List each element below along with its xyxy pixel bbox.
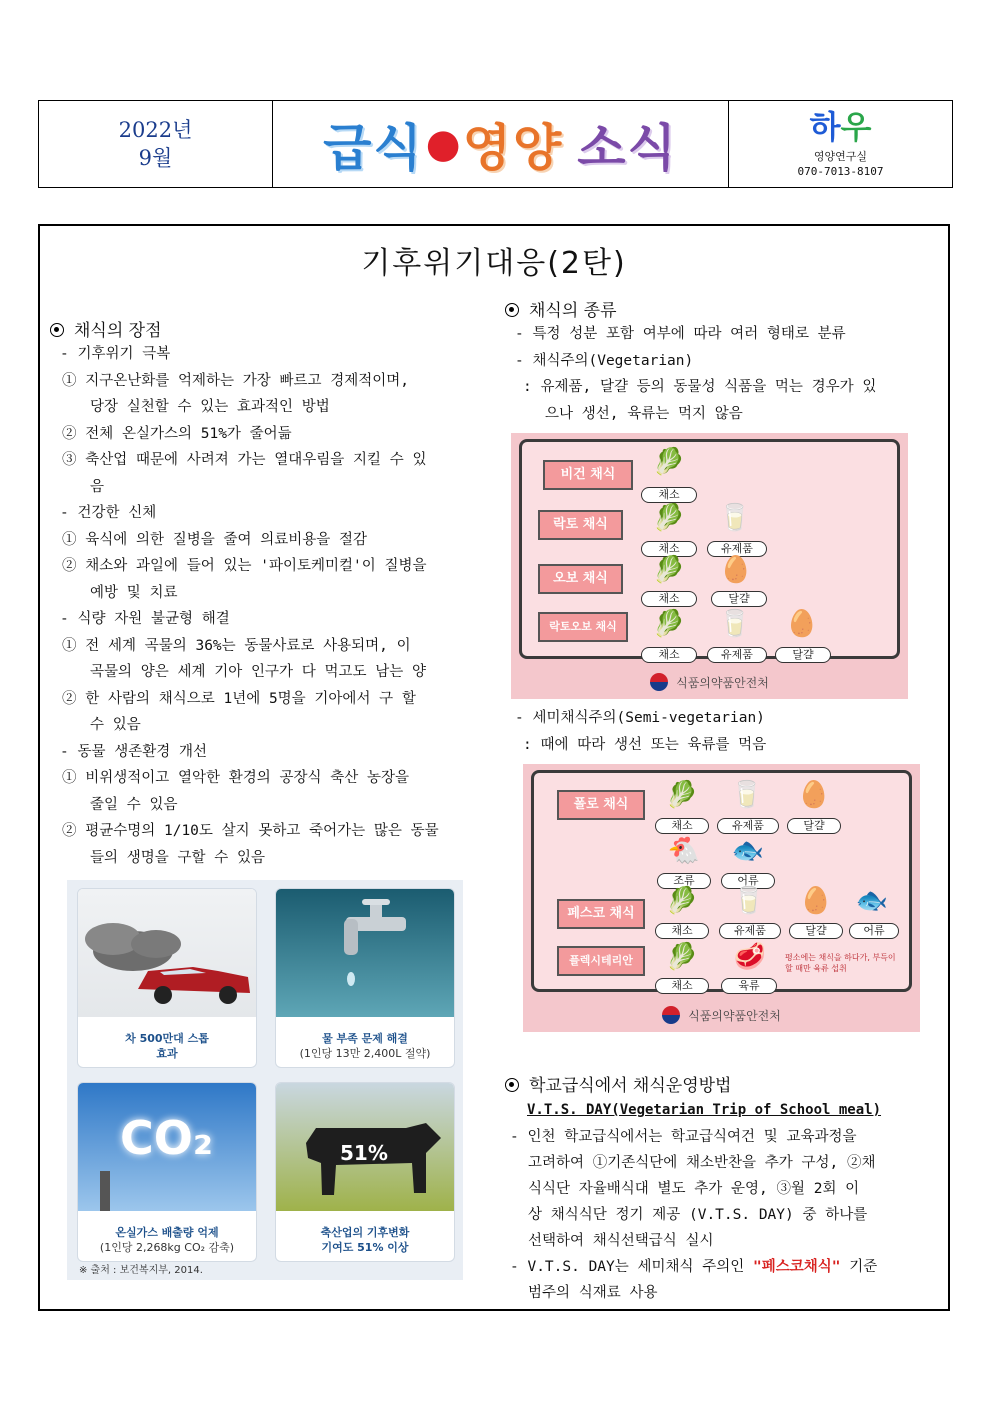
radio-bullet-icon: [505, 1078, 519, 1092]
government-seal-icon: [662, 1006, 680, 1024]
item-label: 어류: [849, 923, 899, 939]
text-line: 상 채식식단 정기 제공 (V.T.S. DAY) 중 하나를: [528, 1207, 868, 1223]
text-line: ① 비위생적이고 열악한 환경의 공장식 축산 농장을: [62, 770, 410, 786]
vegetarian-benefits-infographic: [67, 880, 463, 1280]
pesco-highlight: "페스코채식": [753, 1259, 841, 1275]
flexitarian-note: 평소에는 채식을 하다가, 부득이할 때만 육류 섭취: [785, 953, 896, 973]
text-line: - 인천 학교급식에서는 학교급식여건 및 교육과정을: [510, 1129, 857, 1145]
issue-month: 9월: [138, 146, 173, 170]
water-card: [275, 888, 455, 1068]
text-line: ① 전 세계 곡물의 36%는 동물사료로 사용되며, 이: [62, 637, 411, 654]
text-line: : 유제품, 달걀 등의 동물성 식품을 먹는 경우가 있: [523, 379, 877, 395]
item-label: 달걀: [711, 591, 767, 607]
text-line: 줄일 수 있음: [90, 796, 178, 813]
egg-icon: 🥚: [719, 555, 753, 585]
vegetable-basket-icon: 🥬: [652, 609, 686, 639]
egg-icon: 🥚: [797, 780, 831, 810]
type-tag-lacto-ovo: 락토오보 채식: [538, 612, 628, 642]
item-label: 유제품: [707, 647, 767, 663]
text-line: 식식단 자율배식대 별도 추가 운영, ③월 2회 이: [528, 1181, 860, 1197]
item-label: 조류: [657, 873, 711, 889]
item-label: 채소: [641, 591, 697, 607]
text-line: ③ 축산업 때문에 사려져 가는 열대우림을 지킬 수 있: [62, 452, 427, 468]
vts-title: V.T.S. DAY(Vegetarian Trip of School meal): [527, 1102, 882, 1118]
milk-bottle-icon: 🥛: [730, 780, 764, 810]
egg-icon: 🥚: [799, 886, 833, 916]
text-line: ① 지구온난화를 억제하는 가장 빠르고 경제적이며,: [62, 372, 410, 389]
type-tag-pesco: 페스코 채식: [557, 899, 645, 929]
meat-icon: 🥩: [733, 942, 767, 972]
text-line: : 때에 따라 생선 또는 육류를 먹음: [523, 736, 767, 753]
issue-date: [39, 101, 273, 187]
vegetable-basket-icon: 🥬: [652, 555, 686, 585]
semi-vegetarian-diagram: [523, 764, 920, 1032]
card-1-title: 차 500만대 스톱: [125, 1032, 209, 1045]
vegetable-basket-icon: 🥬: [665, 780, 699, 810]
chicken-icon: 🐔: [667, 836, 701, 866]
vegetable-basket-icon: 🥬: [652, 447, 686, 477]
item-label: 채소: [641, 647, 697, 663]
item-label: 달걀: [787, 818, 841, 834]
text-line: ② 한 사람의 채식으로 1년에 5명을 기아에서 구 할: [62, 690, 416, 707]
government-seal-icon: [650, 673, 668, 691]
text-line: 당장 실천할 수 있는 효과적인 방법: [90, 399, 330, 415]
card-2-subtitle: (1인당 13만 2,400L 절약): [299, 1047, 431, 1060]
text-line: 곡물의 양은 세계 기아 인구가 다 먹고도 남는 양: [90, 664, 426, 680]
egg-icon: 🥚: [785, 609, 819, 639]
publisher-logo: 하우: [809, 108, 872, 146]
text-line: - V.T.S. DAY는 세미채식 주의인 "페스코채식" 기준: [510, 1259, 878, 1275]
advantages-list: [50, 341, 439, 871]
type-tag-lacto: 락토 채식: [538, 510, 623, 540]
milk-bottle-icon: 🥛: [718, 609, 752, 639]
text-line: 예방 및 치료: [90, 584, 178, 601]
item-label: 어류: [721, 873, 775, 889]
card-4-title: 축산업의 기후변화: [320, 1226, 410, 1239]
text-line: - 식량 자원 불균형 해결: [60, 611, 230, 627]
text-line: - 건강한 신체: [60, 505, 157, 521]
item-label: 채소: [655, 978, 709, 994]
item-label: 육류: [721, 978, 777, 994]
item-label: 채소: [655, 818, 709, 834]
vegetarian-types-diagram: [511, 433, 908, 699]
types-intro: [505, 321, 876, 427]
advantages-heading: 채식의 장점: [50, 316, 162, 341]
item-label: 채소: [641, 541, 697, 557]
text-line: 음: [90, 478, 105, 495]
text-line: 고려하여 ①기존식단에 채소반찬을 추가 구성, ②채: [528, 1155, 876, 1171]
co2-cloud-icon: CO₂: [120, 1111, 214, 1165]
school-meal-body: [510, 1124, 877, 1306]
faucet-icon: [276, 889, 455, 1017]
mfds-footer: 식품의약품안전처: [523, 1006, 920, 1024]
newsletter-title: [273, 101, 729, 187]
milk-bottle-icon: 🥛: [732, 886, 766, 916]
vegetable-basket-icon: 🥬: [665, 886, 699, 916]
newsletter-header: [38, 100, 953, 188]
text-line: - 기후위기 극복: [60, 346, 171, 362]
semi-vegetarian-intro: [505, 705, 766, 758]
text-line: - 특정 성분 포함 여부에 따라 여러 형태로 분류: [515, 326, 846, 342]
title-part-2: 영양: [462, 119, 564, 177]
page-title: 기후위기대응(2탄): [361, 246, 627, 281]
text-line: ② 채소와 과일에 들어 있는 '파이토케미컬'이 질병을: [62, 558, 427, 574]
item-label: 채소: [641, 487, 697, 503]
issue-year: 2022년: [118, 118, 193, 142]
title-dot: ●: [425, 121, 461, 167]
item-label: 유제품: [707, 541, 767, 557]
type-tag-flexitarian: 플렉시테리안: [557, 946, 645, 976]
car-card: [77, 888, 257, 1068]
vegetable-basket-icon: 🥬: [652, 503, 686, 533]
cow-card: [275, 1082, 455, 1262]
text-line: 수 있음: [90, 717, 141, 733]
milk-bottle-icon: 🥛: [718, 503, 752, 533]
text-line: 선택하여 채식선택급식 실시: [528, 1233, 714, 1249]
co2-card: [77, 1082, 257, 1262]
school-meal-heading: 학교급식에서 채식운영방법: [505, 1071, 731, 1096]
title-part-1: 급식: [323, 119, 424, 177]
car-icon: [78, 889, 257, 1017]
radio-bullet-icon: [505, 303, 519, 317]
text-line: 범주의 식재료 사용: [528, 1285, 658, 1301]
card-3-title: 온실가스 배출량 억제: [115, 1226, 219, 1239]
text-line: ② 평균수명의 1/10도 살지 못하고 죽어가는 많은 동물: [62, 823, 439, 839]
infographic-source: ※ 출처 : 보건복지부, 2014.: [79, 1265, 203, 1276]
card-4-subtitle: 기여도 51% 이상: [321, 1241, 409, 1254]
text-line: - 채식주의(Vegetarian): [515, 352, 694, 369]
text-line: ② 전체 온실가스의 51%가 줄어듦: [62, 425, 292, 442]
type-tag-vegan: 비건 채식: [543, 460, 633, 490]
item-label: 달걀: [775, 647, 831, 663]
fish-icon: 🐟: [855, 886, 889, 916]
fish-icon: 🐟: [731, 836, 765, 866]
text-line: - 동물 생존환경 개선: [60, 743, 207, 760]
item-label: 유제품: [717, 818, 779, 834]
card-3-subtitle: (1인당 2,268kg CO₂ 감축): [99, 1241, 235, 1254]
item-label: 채소: [655, 923, 709, 939]
types-heading: 채식의 종류: [505, 296, 617, 321]
card-1-subtitle: 효과: [156, 1047, 178, 1060]
item-label: 달걀: [789, 923, 843, 939]
text-line: 들의 생명을 구할 수 있음: [90, 849, 265, 866]
type-tag-pollo: 폴로 채식: [557, 790, 645, 820]
card-2-title: 물 부족 문제 해결: [322, 1032, 408, 1045]
radio-bullet-icon: [50, 323, 64, 337]
item-label: 유제품: [719, 923, 781, 939]
title-part-3: 소식: [577, 119, 678, 177]
publisher-phone: 070-7013-8107: [797, 165, 884, 178]
cow-percent: 51%: [340, 1141, 388, 1165]
text-line: - 세미채식주의(Semi-vegetarian): [515, 710, 765, 726]
text-line: ① 육식에 의한 질병을 줄여 의료비용을 절감: [62, 531, 367, 548]
mfds-footer: 식품의약품안전처: [511, 673, 908, 691]
vegetable-basket-icon: 🥬: [665, 942, 699, 972]
text-line: 으나 생선, 육류는 먹지 않음: [545, 405, 743, 422]
publisher-dept: 영양연구실: [813, 150, 868, 163]
publisher-block: [729, 101, 952, 187]
type-tag-ovo: 오보 채식: [538, 564, 623, 594]
